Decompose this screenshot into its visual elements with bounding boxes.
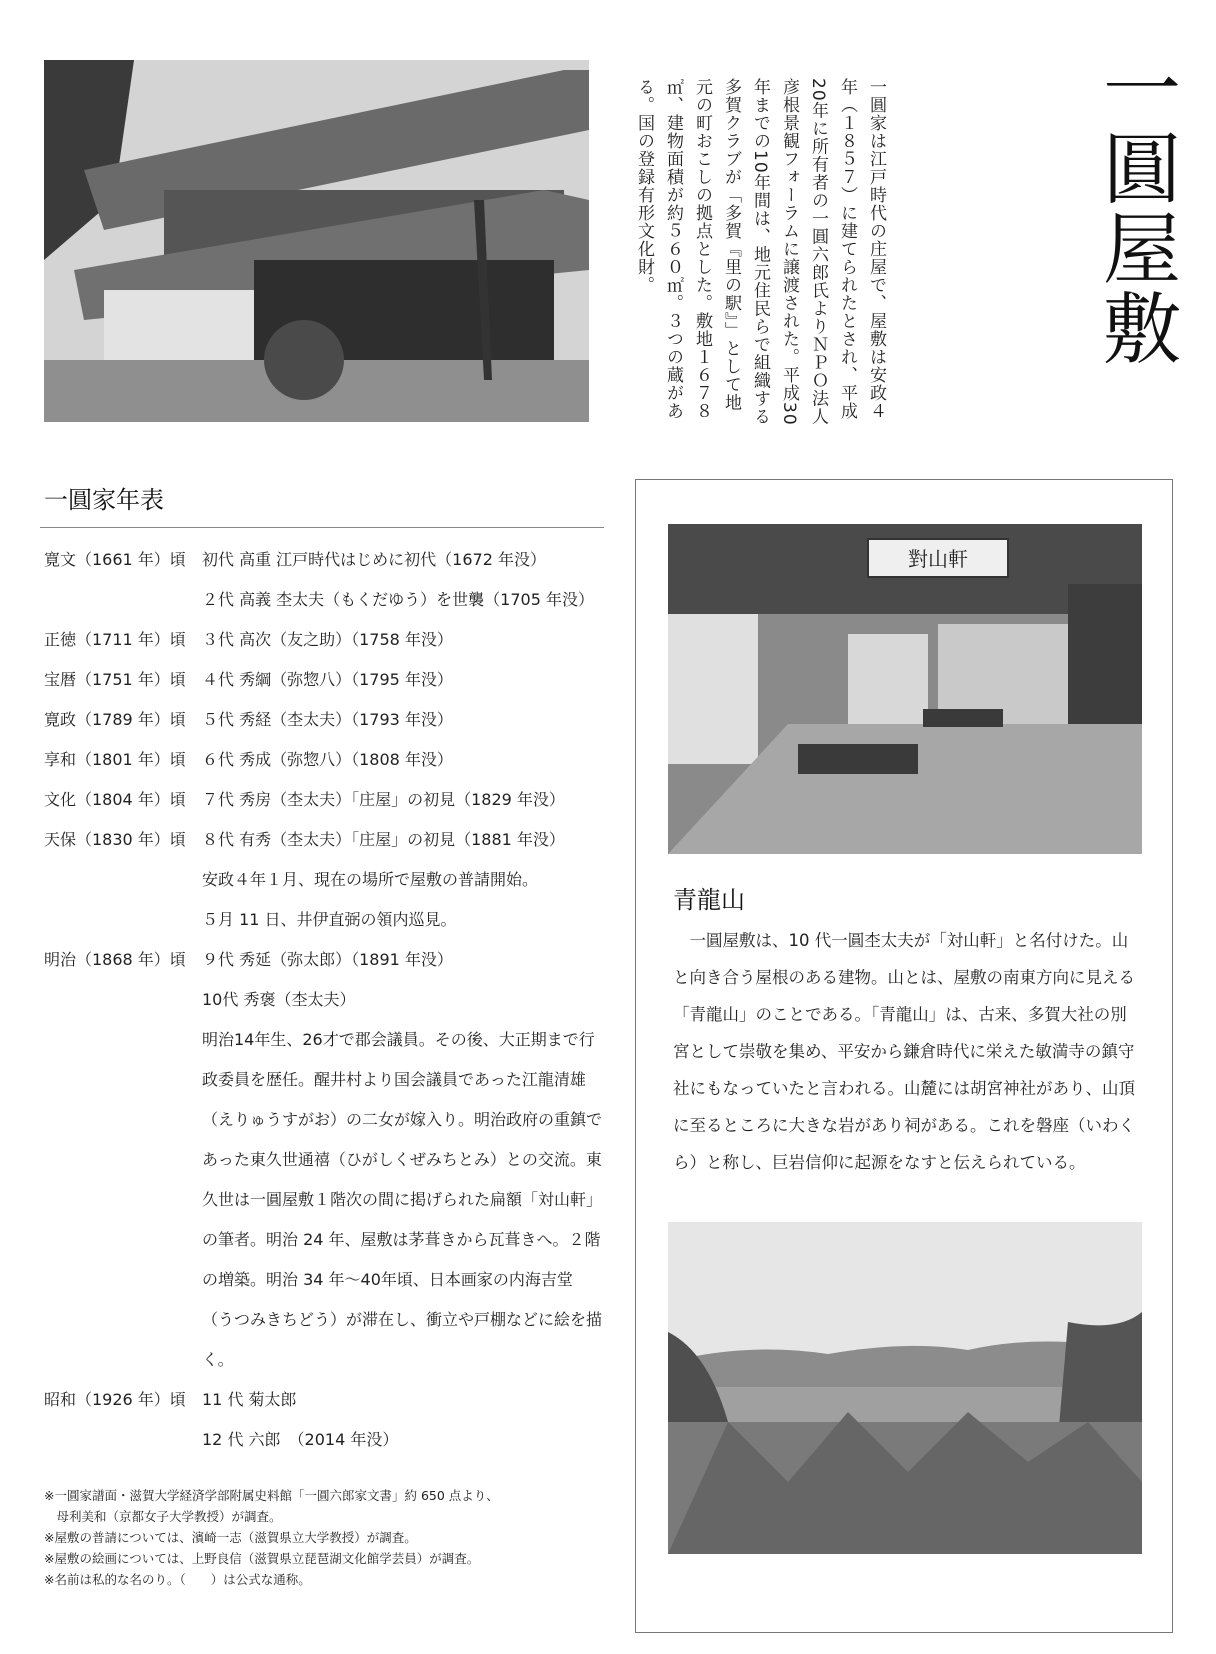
intro-text: 一圓家は江戸時代の庄屋で、屋敷は安政４年（１８５７）に建てられたとされ、平成20年に所有者の一圓六郎氏よりＮＰＯ法人彦根景観フォーラムに譲渡された。平成30年までの10年間は、地元住民らで組織する多賀クラブが「多賀『里の駅』」として地元の町おこしの拠点とした。敷地１６７８㎡、建物面積が約５６０㎡。３つの蔵がある。国の登録有形文化財。 <box>634 78 886 426</box>
timeline-heading: 一圓家年表 <box>44 486 164 514</box>
timeline-row: 宝暦（1751 年）頃 ４代 秀綱（弥惣八）（1795 年没） <box>44 670 453 689</box>
landscape-photo <box>668 1222 1142 1554</box>
footnotes <box>44 1485 604 1590</box>
timeline-row: 安政４年１月、現在の場所で屋敷の普請開始。 <box>202 870 539 889</box>
interior-photo-graphic <box>668 524 1142 854</box>
timeline-row: 寛政（1789 年）頃 ５代 秀経（杢太夫）（1793 年没） <box>44 710 453 729</box>
timeline-row: 明治（1868 年）頃 ９代 秀延（弥太郎）（1891 年没） <box>44 950 453 969</box>
timeline-row: 天保（1830 年）頃 ８代 有秀（杢太夫）「庄屋」の初見（1881 年没） <box>44 830 565 849</box>
footnote: ※屋敷の絵画については、上野良信（滋賀県立琵琶湖文化館学芸員）が調査。 <box>44 1551 480 1566</box>
footnote: ※名前は私的な名のり。（ ）は公式な通称。 <box>44 1572 311 1587</box>
panel-heading: 青龍山 <box>673 886 745 914</box>
timeline-divider <box>40 527 604 528</box>
timeline-row: ５月 11 日、井伊直弼の領内巡見。 <box>202 910 457 929</box>
plaque-text: 對山軒 <box>908 547 968 571</box>
timeline-row: 明治14年生、26才で郡会議員。その後、大正期まで行政委員を歴任。醒井村より国会議員であった江龍清雄（えりゅうすがお）の二女が嫁入り。明治政府の重鎮であった東久世通禧（ひがしくぜみちとみ）との交流。東久世は一圓屋敷１階次の間に掲げられた扁額「対山軒」の筆者。明治 24 年、屋敷は茅葺きから瓦葺きへ。２階の増築。明治 34 年～40年頃、日本画家の内海吉堂（うつみきちどう）が滞在し、衝立や戸棚などに絵を描く。 <box>202 1030 603 1369</box>
timeline-row: 10代 秀褒（杢太夫） <box>202 990 356 1009</box>
footnote: ※一圓家譜面・滋賀大学経済学部附属史料館「一圓六郎家文書」約 650 点より、 <box>44 1488 499 1503</box>
house-photo-graphic <box>44 60 589 422</box>
timeline-row: 文化（1804 年）頃 ７代 秀房（杢太夫）「庄屋」の初見（1829 年没） <box>44 790 565 809</box>
interior-photo <box>668 524 1142 854</box>
page-title: 一圓屋敷 <box>1090 48 1180 368</box>
timeline-row: 寛文（1661 年）頃 初代 高重 江戸時代はじめに初代（1672 年没） <box>44 550 546 569</box>
timeline-row: 12 代 六郎 （2014 年没） <box>202 1430 399 1449</box>
timeline-row: 昭和（1926 年）頃 11 代 菊太郎 <box>44 1390 297 1409</box>
footnote: 母利美和（京都女子大学教授）が調査。 <box>44 1509 282 1524</box>
house-photo <box>44 60 589 422</box>
landscape-photo-graphic <box>668 1222 1142 1554</box>
timeline-row: ２代 高義 杢太夫（もくだゆう）を世襲（1705 年没） <box>202 590 594 609</box>
panel-text: 一圓屋敷は、10 代一圓杢太夫が「対山軒」と名付けた。山と向き合う屋根のある建物。山とは、屋敷の南東方向に見える「青龍山」のことである。「青龍山」は、古来、多賀大社の別宮として崇敬を集め、平安から鎌倉時代に栄えた敏満寺の鎮守社にもなっていたと言われる。山麓には胡宮神社があり、山頂に至るところに大きな岩があり祠がある。これを磐座（いわくら）と称し、巨岩信仰に起源をなすと伝えられている。 <box>673 931 1135 1172</box>
timeline-row: 正徳（1711 年）頃 ３代 高次（友之助）（1758 年没） <box>44 630 453 649</box>
footnote: ※屋敷の普請については、濱崎一志（滋賀県立大学教授）が調査。 <box>44 1530 417 1545</box>
timeline-row: 享和（1801 年）頃 ６代 秀成（弥惣八）（1808 年没） <box>44 750 453 769</box>
timeline-table <box>44 540 604 1460</box>
